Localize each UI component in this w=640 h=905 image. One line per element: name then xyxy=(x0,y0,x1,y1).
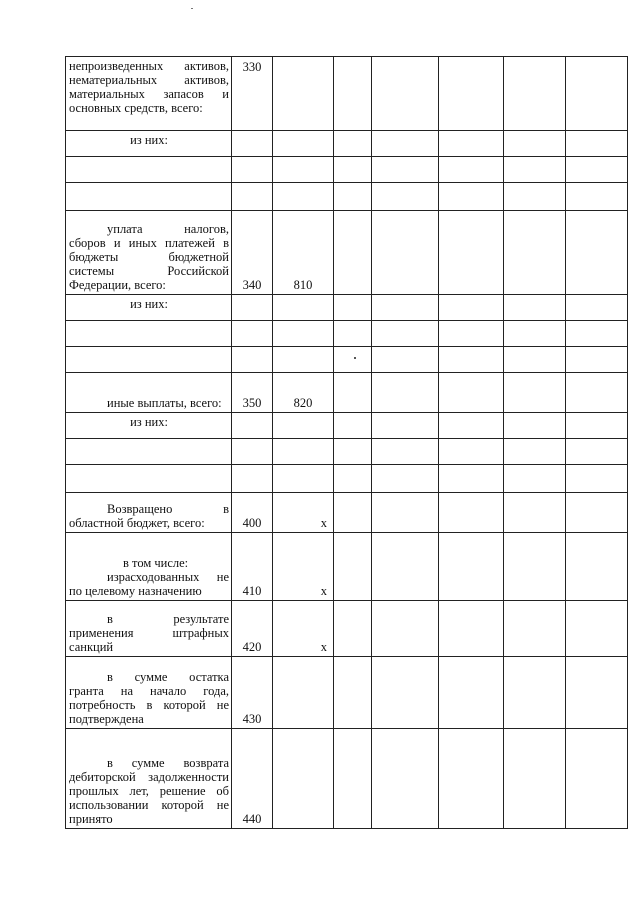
value-cell xyxy=(334,57,372,131)
value-cell xyxy=(439,465,504,493)
row-code: 340 xyxy=(232,211,273,295)
table-row xyxy=(66,439,628,465)
table-row xyxy=(66,601,628,657)
row-kosgu xyxy=(273,295,334,321)
row-kosgu xyxy=(273,157,334,183)
row-code xyxy=(232,347,273,373)
value-cell xyxy=(372,211,439,295)
value-cell xyxy=(504,295,566,321)
value-cell xyxy=(334,183,372,211)
row-code xyxy=(232,465,273,493)
value-cell xyxy=(439,295,504,321)
row-label: в результате применения штрафных санкций xyxy=(66,601,232,657)
value-cell xyxy=(504,131,566,157)
financial-report-table xyxy=(65,56,628,829)
row-label xyxy=(66,465,232,493)
table-row xyxy=(66,347,628,373)
value-cell xyxy=(504,465,566,493)
table-row xyxy=(66,295,628,321)
value-cell xyxy=(566,601,628,657)
row-label: в сумме возврата дебиторской задолженности прошлых лет, решение об использовании которой не принято xyxy=(66,729,232,829)
value-cell xyxy=(334,211,372,295)
row-label: из них: xyxy=(66,131,232,157)
row-kosgu xyxy=(273,183,334,211)
value-cell xyxy=(566,729,628,829)
table-row xyxy=(66,211,628,295)
value-cell xyxy=(566,57,628,131)
row-kosgu xyxy=(273,657,334,729)
row-kosgu: x xyxy=(273,533,334,601)
value-cell xyxy=(439,373,504,413)
value-cell xyxy=(372,57,439,131)
value-cell xyxy=(372,439,439,465)
row-code xyxy=(232,183,273,211)
table-row xyxy=(66,657,628,729)
value-cell xyxy=(439,533,504,601)
value-cell xyxy=(372,601,439,657)
value-cell xyxy=(439,57,504,131)
row-code xyxy=(232,131,273,157)
scan-speck xyxy=(191,8,193,9)
value-cell xyxy=(504,657,566,729)
value-cell xyxy=(372,657,439,729)
table-row xyxy=(66,729,628,829)
row-label: непроизведенных активов, нематериальных активов, материальных запасов и основных средств, всего: xyxy=(66,57,232,131)
row-label: из них: xyxy=(66,295,232,321)
row-label: уплата налогов, сборов и иных платежей в бюджеты бюджетной системы Российской Федерации, всего: xyxy=(66,211,232,295)
row-code: 430 xyxy=(232,657,273,729)
value-cell xyxy=(372,131,439,157)
row-code xyxy=(232,157,273,183)
table-row xyxy=(66,183,628,211)
value-cell xyxy=(334,533,372,601)
value-cell xyxy=(439,439,504,465)
row-kosgu xyxy=(273,413,334,439)
row-kosgu xyxy=(273,131,334,157)
row-kosgu xyxy=(273,347,334,373)
value-cell xyxy=(334,413,372,439)
row-kosgu: 810 xyxy=(273,211,334,295)
row-kosgu xyxy=(273,439,334,465)
value-cell xyxy=(439,157,504,183)
row-label: в том числе: израсходованных не по целевому назначению xyxy=(66,533,232,601)
value-cell xyxy=(504,347,566,373)
value-cell xyxy=(439,347,504,373)
row-label: Возвращено в областной бюджет, всего: xyxy=(66,493,232,533)
row-label: из них: xyxy=(66,413,232,439)
value-cell xyxy=(566,657,628,729)
table-row xyxy=(66,157,628,183)
value-cell xyxy=(334,601,372,657)
value-cell xyxy=(504,729,566,829)
row-kosgu: x xyxy=(273,493,334,533)
value-cell xyxy=(372,295,439,321)
row-label xyxy=(66,321,232,347)
value-cell xyxy=(334,657,372,729)
value-cell xyxy=(566,131,628,157)
row-label xyxy=(66,183,232,211)
row-code: 350 xyxy=(232,373,273,413)
value-cell xyxy=(439,413,504,439)
value-cell xyxy=(334,439,372,465)
value-cell xyxy=(566,413,628,439)
value-cell xyxy=(566,439,628,465)
value-cell xyxy=(439,601,504,657)
table-row xyxy=(66,465,628,493)
value-cell xyxy=(504,601,566,657)
row-label: иные выплаты, всего: xyxy=(66,373,232,413)
value-cell xyxy=(334,493,372,533)
value-cell xyxy=(504,321,566,347)
table-row xyxy=(66,533,628,601)
row-kosgu: x xyxy=(273,601,334,657)
table-row xyxy=(66,131,628,157)
value-cell xyxy=(372,413,439,439)
row-code: 420 xyxy=(232,601,273,657)
value-cell xyxy=(372,183,439,211)
value-cell xyxy=(504,157,566,183)
table-row xyxy=(66,493,628,533)
value-cell xyxy=(566,533,628,601)
value-cell xyxy=(334,131,372,157)
value-cell xyxy=(439,211,504,295)
value-cell xyxy=(566,347,628,373)
value-cell xyxy=(504,439,566,465)
value-cell xyxy=(504,211,566,295)
value-cell xyxy=(566,183,628,211)
value-cell xyxy=(439,131,504,157)
row-code xyxy=(232,321,273,347)
value-cell xyxy=(504,533,566,601)
value-cell xyxy=(504,57,566,131)
value-cell xyxy=(439,657,504,729)
value-cell xyxy=(504,373,566,413)
row-code: 440 xyxy=(232,729,273,829)
value-cell xyxy=(566,373,628,413)
value-cell xyxy=(372,493,439,533)
row-kosgu xyxy=(273,321,334,347)
row-code: 330 xyxy=(232,57,273,131)
value-cell xyxy=(334,295,372,321)
row-kosgu xyxy=(273,729,334,829)
row-label: в сумме остатка гранта на начало года, потребность в которой не подтверждена xyxy=(66,657,232,729)
value-cell xyxy=(566,493,628,533)
value-cell xyxy=(566,211,628,295)
value-cell xyxy=(504,493,566,533)
row-code xyxy=(232,295,273,321)
value-cell xyxy=(334,373,372,413)
row-code: 410 xyxy=(232,533,273,601)
value-cell xyxy=(566,321,628,347)
row-code xyxy=(232,413,273,439)
value-cell xyxy=(439,321,504,347)
table-row xyxy=(66,57,628,131)
table-row xyxy=(66,373,628,413)
value-cell xyxy=(566,465,628,493)
value-cell xyxy=(372,321,439,347)
value-cell xyxy=(372,347,439,373)
value-cell xyxy=(334,321,372,347)
table-row xyxy=(66,413,628,439)
value-cell xyxy=(372,533,439,601)
row-label xyxy=(66,439,232,465)
row-code: 400 xyxy=(232,493,273,533)
value-cell xyxy=(372,729,439,829)
row-label xyxy=(66,347,232,373)
value-cell xyxy=(372,373,439,413)
value-cell xyxy=(439,183,504,211)
value-cell xyxy=(372,465,439,493)
row-code xyxy=(232,439,273,465)
value-cell xyxy=(334,465,372,493)
value-cell xyxy=(566,157,628,183)
row-kosgu xyxy=(273,57,334,131)
value-cell xyxy=(504,183,566,211)
value-cell xyxy=(439,729,504,829)
value-cell xyxy=(372,157,439,183)
value-cell xyxy=(566,295,628,321)
row-kosgu: 820 xyxy=(273,373,334,413)
value-cell xyxy=(334,157,372,183)
value-cell xyxy=(334,729,372,829)
row-kosgu xyxy=(273,465,334,493)
row-label xyxy=(66,157,232,183)
value-cell xyxy=(439,493,504,533)
value-cell xyxy=(504,413,566,439)
table-row xyxy=(66,321,628,347)
value-cell xyxy=(334,347,372,373)
